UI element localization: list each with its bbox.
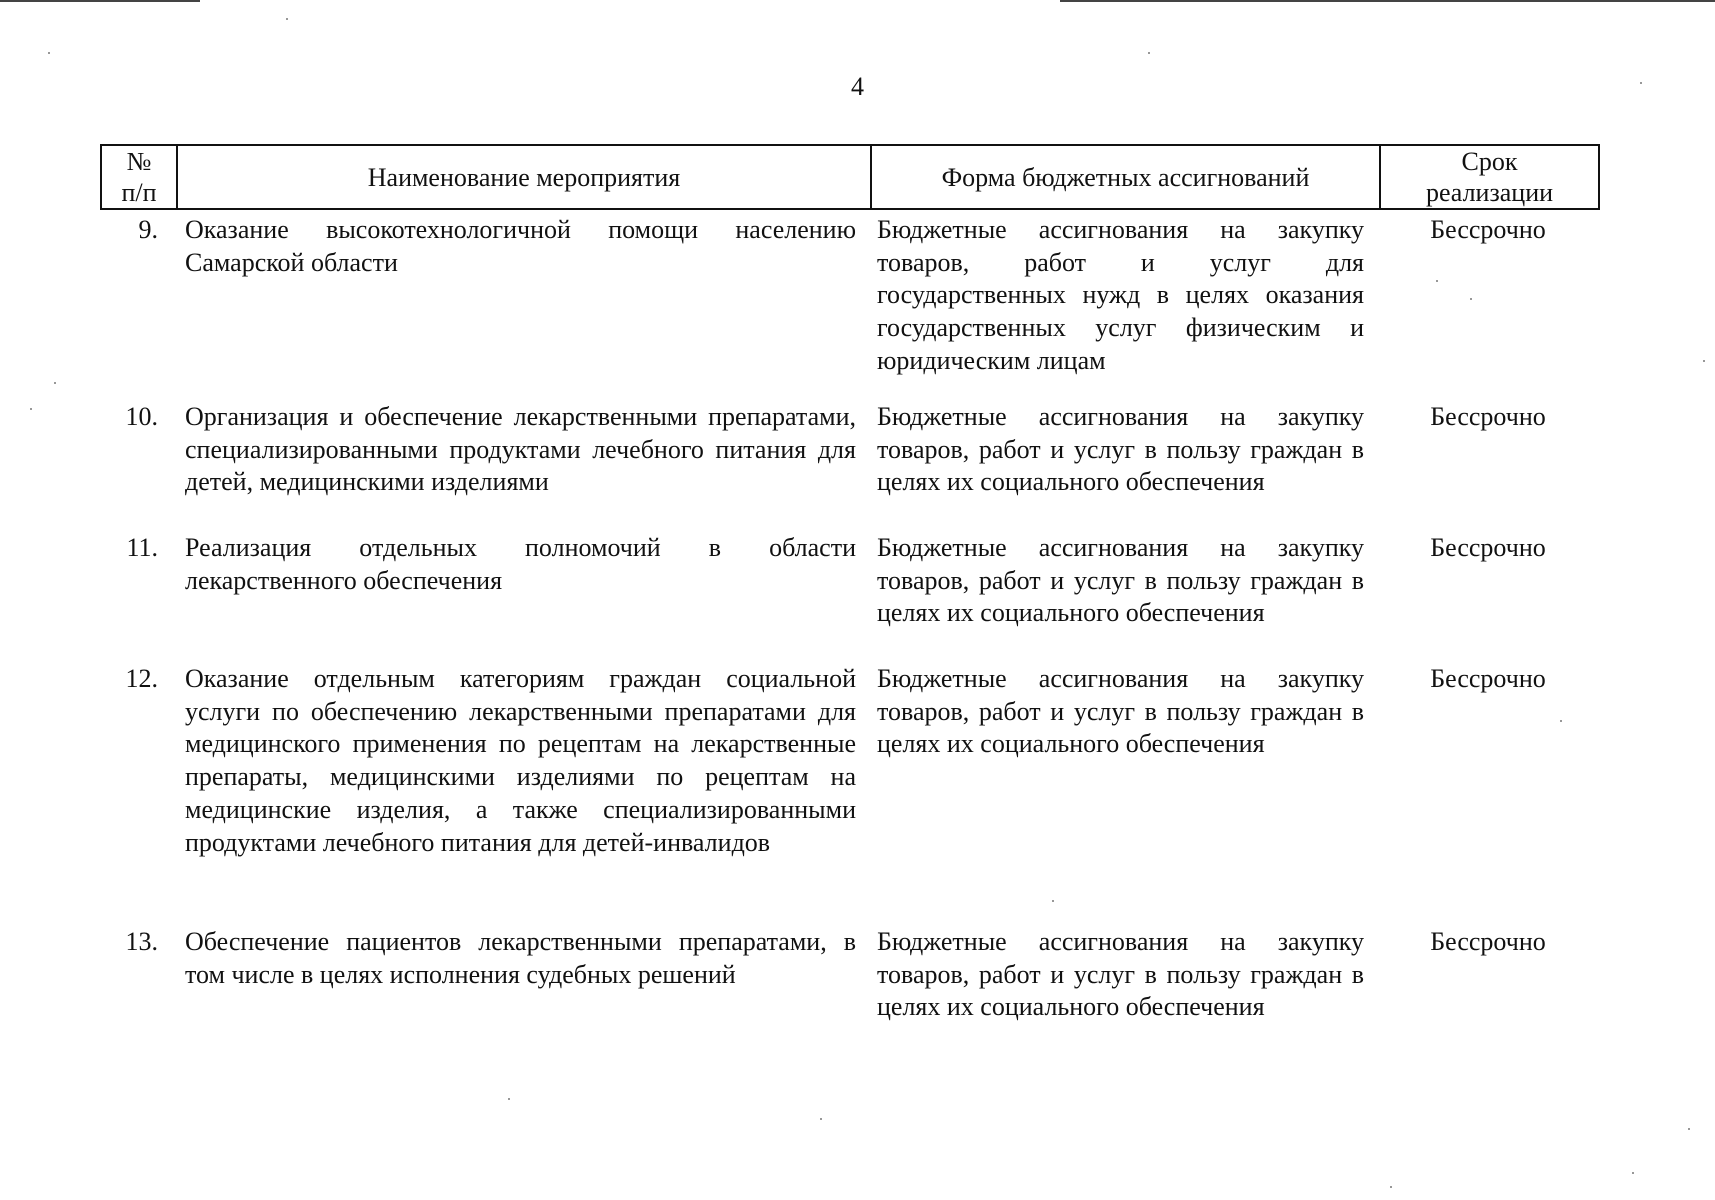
row-term: Бессрочно	[1430, 664, 1546, 693]
row-number: 13.	[125, 927, 158, 956]
row-name: Организация и обеспечение лекарственными препаратами, специализированными продуктами лечебного питания для детей, медицинскими изделиями	[185, 402, 856, 497]
row-term: Бессрочно	[1430, 533, 1546, 562]
row-name: Оказание высокотехнологичной помощи населению Самарской области	[185, 215, 856, 277]
header-name	[176, 146, 870, 208]
header-name-label: Наименование мероприятия	[367, 162, 681, 192]
scan-speck	[1470, 298, 1472, 300]
scan-speck	[820, 1118, 822, 1120]
row-number: 10.	[125, 402, 158, 431]
row-number: 11.	[126, 533, 158, 562]
scan-speck	[48, 52, 50, 54]
row-form: Бюджетные ассигнования на закупку товаров, работ и услуг для государственных нужд в целях оказания государственных услуг физическим и юридическим лицам	[877, 215, 1364, 375]
scan-speck	[1632, 1172, 1634, 1174]
row-form: Бюджетные ассигнования на закупку товаров, работ и услуг в пользу граждан в целях их социального обеспечения	[877, 402, 1364, 497]
header-term-label: Срок реализации	[1425, 147, 1554, 207]
row-term: Бессрочно	[1430, 215, 1546, 244]
row-form: Бюджетные ассигнования на закупку товаров, работ и услуг в пользу граждан в целях их социального обеспечения	[877, 664, 1364, 759]
row-name: Реализация отдельных полномочий в области лекарственного обеспечения	[185, 533, 856, 595]
table-header	[100, 144, 1600, 210]
row-term: Бессрочно	[1430, 927, 1546, 956]
scan-speck	[1640, 82, 1642, 84]
scan-speck	[1703, 360, 1705, 362]
header-term	[1379, 146, 1598, 208]
scan-speck	[508, 1098, 510, 1100]
header-form	[870, 146, 1379, 208]
header-num-label: № п/п	[121, 147, 157, 207]
scan-speck	[1436, 280, 1438, 282]
row-form: Бюджетные ассигнования на закупку товаров, работ и услуг в пользу граждан в целях их социального обеспечения	[877, 533, 1364, 628]
header-form-label: Форма бюджетных ассигнований	[941, 162, 1310, 192]
row-form: Бюджетные ассигнования на закупку товаров, работ и услуг в пользу граждан в целях их социального обеспечения	[877, 927, 1364, 1022]
row-name: Обеспечение пациентов лекарственными препаратами, в том числе в целях исполнения судебных решений	[185, 927, 856, 989]
row-name: Оказание отдельным категориям граждан социальной услуги по обеспечению лекарственными препаратами для медицинского применения по рецептам на лекарственные препараты, медицинскими изделиями по рецептам на медицинские изделия, а также специализированными продуктами лечебного питания для детей-инвалидов	[185, 664, 856, 857]
scan-speck	[54, 382, 56, 384]
row-number: 12.	[125, 664, 158, 693]
scan-speck	[1688, 1128, 1690, 1130]
scan-speck	[1560, 720, 1562, 722]
scan-speck	[286, 18, 288, 20]
header-num	[102, 146, 176, 208]
scan-speck	[1052, 900, 1054, 902]
row-number: 9.	[138, 215, 158, 244]
scan-edge-line	[0, 0, 200, 2]
scan-speck	[1390, 1186, 1392, 1188]
row-term: Бессрочно	[1430, 402, 1546, 431]
page-number: 4	[851, 72, 864, 101]
scan-speck	[30, 408, 32, 410]
scan-speck	[1148, 52, 1150, 54]
scan-edge-line	[1060, 0, 1715, 2]
